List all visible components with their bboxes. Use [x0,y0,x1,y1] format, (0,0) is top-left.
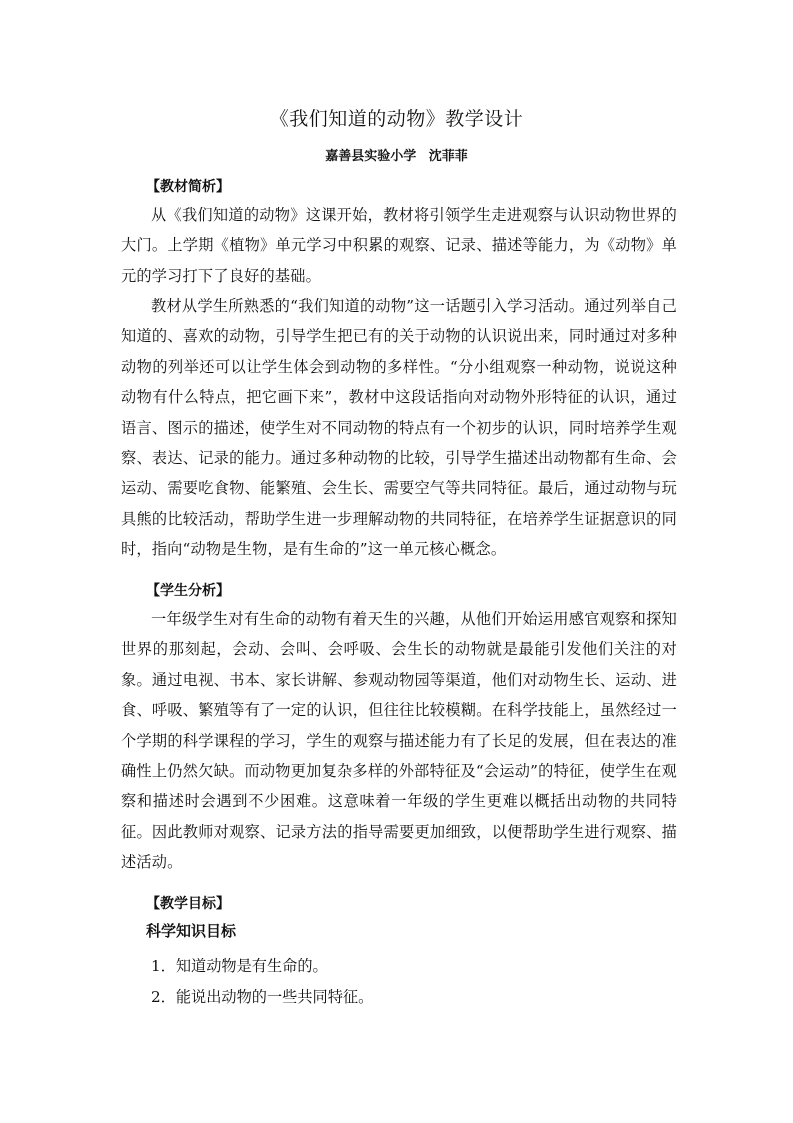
goal-item: 2．能说出动物的一些共同特征。 [151,988,374,1006]
goal-item: 1．知道动物是有生命的。 [151,957,328,975]
document-title: 《我们知道的动物》教学设计 [269,108,524,130]
school-name: 嘉善县实验小学 [325,149,417,164]
paragraph-textbook-intro: 从《我们知道的动物》这课开始，教材将引领学生走进观察与认识动物世界的大门。上学期《植物》单元学习中积累的观察、记录、描述等能力，为《动物》单元的学习打下了良好的基础。 [121,206,677,285]
section-heading-teaching-goals: 【教学目标】 [146,896,230,912]
section-heading-student-analysis: 【学生分析】 [146,583,230,599]
paragraph-student-analysis: 一年级学生对有生命的动物有着天生的兴趣，从他们开始运用感官观察和探知世界的那刻起，会动、会叫、会呼吸、会生长的动物就是最能引发他们关注的对象。通过电视、书本、家长讲解、参观动物园等渠道，他们对动物生长、运动、进食、呼吸、繁殖等有了一定的认识，但往往比较模糊。在科学技能上，虽然经过一个学期的科学课程的学习，学生的观察与描述能力有了长足的发展，但在表达的准确性上仍然欠缺。而动物更加复杂多样的外部特征及“会运动”的特征，使学生在观察和描述时会遇到不少困难。这意味着一年级的学生更难以概括出动物的共同特征。因此教师对观察、记录方法的指导需要更加细致，以便帮助学生进行观察、描述活动。 [121,610,677,872]
author-line [0,145,793,164]
paragraph-textbook-detail: 教材从学生所熟悉的“我们知道的动物”这一话题引入学习活动。通过列举自己知道的、喜欢的动物，引导学生把已有的关于动物的认识说出来，同时通过对多种动物的列举还可以让学生体会到动物的多样性。“分小组观察一种动物，说说这种动物有什么特点，把它画下来”，教材中这段话指向对动物外形特征的认识，通过语言、图示的描述，使学生对不同动物的特点有一个初步的认识，同时培养学生观察、表达、记录的能力。通过多种动物的比较，引导学生描述出动物都有生命、会运动、需要吃食物、能繁殖、会生长、需要空气等共同特征。最后，通过动物与玩具熊的比较活动，帮助学生进一步理解动物的共同特征，在培养学生证据意识的同时，指向“动物是生物，是有生命的”这一单元核心概念。 [121,297,677,559]
author-name: 沈菲菲 [428,149,468,164]
section-heading-textbook-analysis: 【教材简析】 [146,179,230,195]
subheading-science-knowledge: 科学知识目标 [146,922,237,940]
